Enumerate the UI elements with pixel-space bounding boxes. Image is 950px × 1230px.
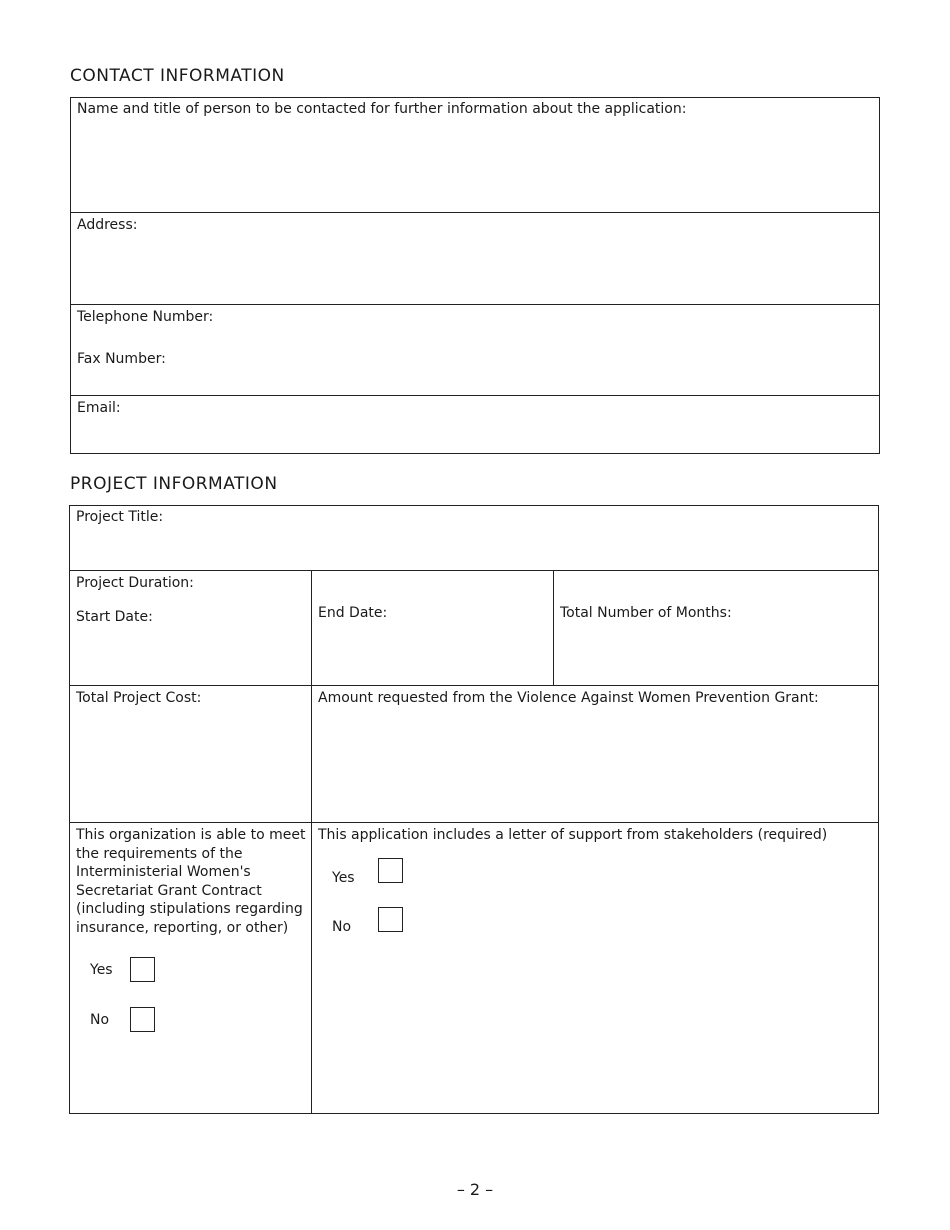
support-yes-label: Yes [332,870,355,886]
page-number: – 2 – [456,1180,494,1199]
requirements-yes-checkbox[interactable] [130,957,155,982]
requirements-yes-label: Yes [90,962,113,978]
start-date-label: Start Date: [76,609,153,625]
project-duration-label: Project Duration: [76,575,194,591]
divider [70,570,878,571]
requirements-statement: This organization is able to meet the requirements of the Interministerial Women's Secretariat Grant Contract (including stipulations regarding insurance, reporting, or other) [76,827,306,936]
divider [71,395,879,396]
support-no-label: No [332,919,352,935]
contact-info-table [70,97,880,454]
support-letter-statement: This application includes a letter of support from stakeholders (required) [318,827,828,843]
amount-requested-label: Amount requested from the Violence Against Women Prevention Grant: [318,690,819,706]
fax-label: Fax Number: [77,351,166,367]
support-no-checkbox[interactable] [378,907,403,932]
project-section-heading: PROJECT INFORMATION [70,474,278,494]
divider [553,570,554,685]
telephone-label: Telephone Number: [77,309,214,325]
divider [311,570,312,1113]
email-label: Email: [77,400,121,416]
divider [70,685,878,686]
end-date-label: End Date: [318,605,388,621]
total-months-label: Total Number of Months: [560,605,732,621]
address-label: Address: [77,217,138,233]
requirements-no-checkbox[interactable] [130,1007,155,1032]
divider [71,304,879,305]
contact-name-label: Name and title of person to be contacted for further information about the application: [77,101,687,117]
project-title-label: Project Title: [76,509,164,525]
contact-section-heading: CONTACT INFORMATION [70,66,285,86]
project-info-table [69,505,879,1114]
total-cost-label: Total Project Cost: [76,690,202,706]
divider [70,822,878,823]
divider [71,212,879,213]
support-yes-checkbox[interactable] [378,858,403,883]
requirements-no-label: No [90,1012,110,1028]
